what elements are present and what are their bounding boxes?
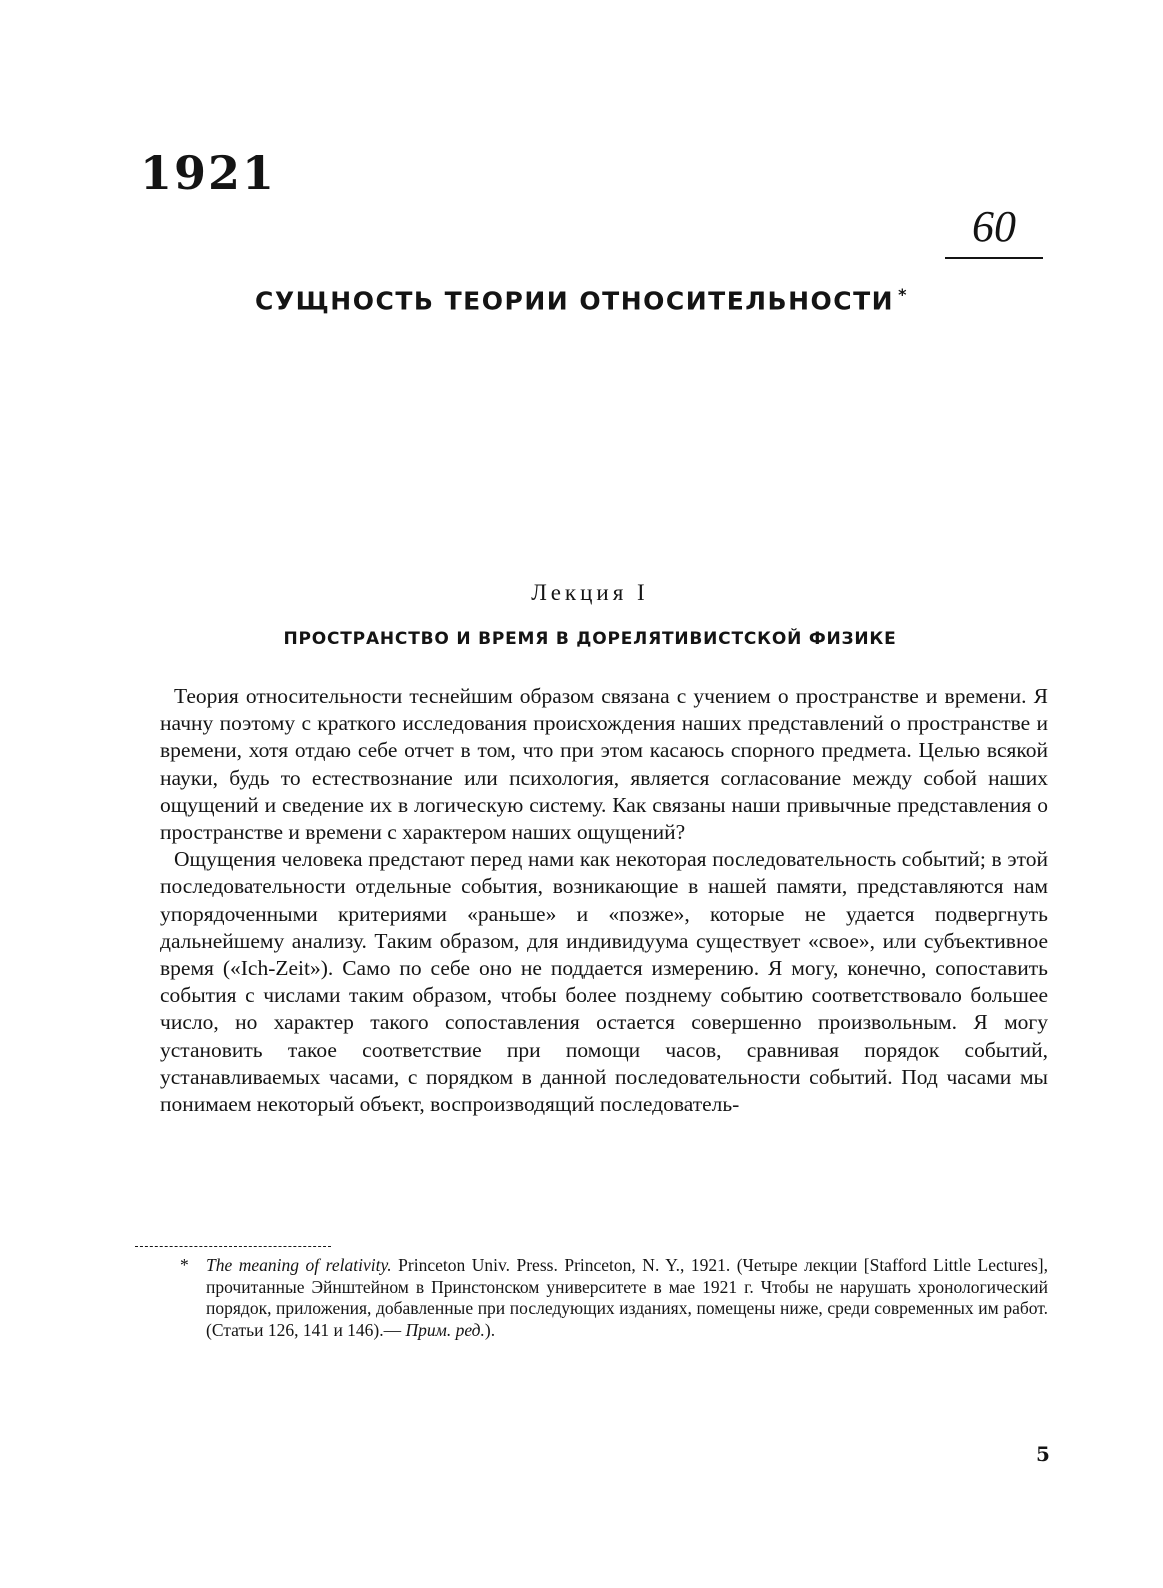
year-heading: 1921 (140, 146, 277, 200)
article-title-text: СУЩНОСТЬ ТЕОРИИ ОТНОСИТЕЛЬНОСТИ (255, 286, 895, 316)
article-number: 60 (945, 205, 1043, 259)
footnote-book-title: The meaning of relativity. (206, 1255, 392, 1275)
article-title (0, 285, 1163, 316)
page-number: 5 (1036, 1442, 1050, 1466)
paragraph-1: Теория относительности теснейшим образом связана с учением о пространстве и времени. Я начну поэтому с краткого исследования происхождения наших представлений о пространстве и времени, хотя отдаю себе отчет в том, что при этом касаюсь спорного предмета. Целью всякой науки, будь то естествознание или психология, является согласование между собой наших ощущений и сведение их в логическую систему. Как связаны наши привычные представления о пространстве и времени с характером наших ощущений? (160, 684, 1048, 845)
footnote-closing: ). (484, 1319, 496, 1340)
lecture-label: Лекция I (531, 580, 649, 605)
footnote (180, 1255, 1048, 1341)
lecture-title: ПРОСТРАНСТВО И ВРЕМЯ В ДОРЕЛЯТИВИСТСКОЙ ФИЗИКЕ (283, 629, 897, 649)
title-footnote-mark: * (898, 285, 908, 304)
footnote-editor-note: Прим. ред. (405, 1319, 485, 1340)
footnote-divider (135, 1246, 331, 1247)
footnote-text: Princeton Univ. Press. Princeton, N. Y., 1921. (Четыре лекции [Stafford Little Lectures], прочитанные Эйнштейном в Принстонском университете в мае 1921 г. Чтобы не нарушать хронологический порядок, приложения, добавленные при последующих изданиях, помещены ниже, среди современных им работ. (Статьи 126, 141 и 146).— (206, 1255, 1049, 1340)
paragraph-2: Ощущения человека предстают перед нами как некоторая последовательность событий; в этой последовательности отдельные события, возникающие в нашей памяти, представляются нам упорядоченными критериями «раньше» и «позже», которые не удается подвергнуть дальнейшему анализу. Таким образом, для индивидуума существует «свое», или субъективное время («Ich-Zeit»). Само по себе оно не поддается измерению. Я могу, конечно, сопоставить события с числами таким образом, чтобы более позднему событию соответствовало большее число, но характер такого сопоставления остается совершенно произвольным. Я могу установить такое соответствие при помощи часов, сравнивая порядок событий, устанавливаемых часами, с порядком в данной последовательности событий. Под часами мы понимаем некоторый объект, воспроизводящий последователь- (160, 847, 1048, 1117)
body-text (160, 683, 1048, 1118)
footnote-marker: * (180, 1255, 189, 1275)
